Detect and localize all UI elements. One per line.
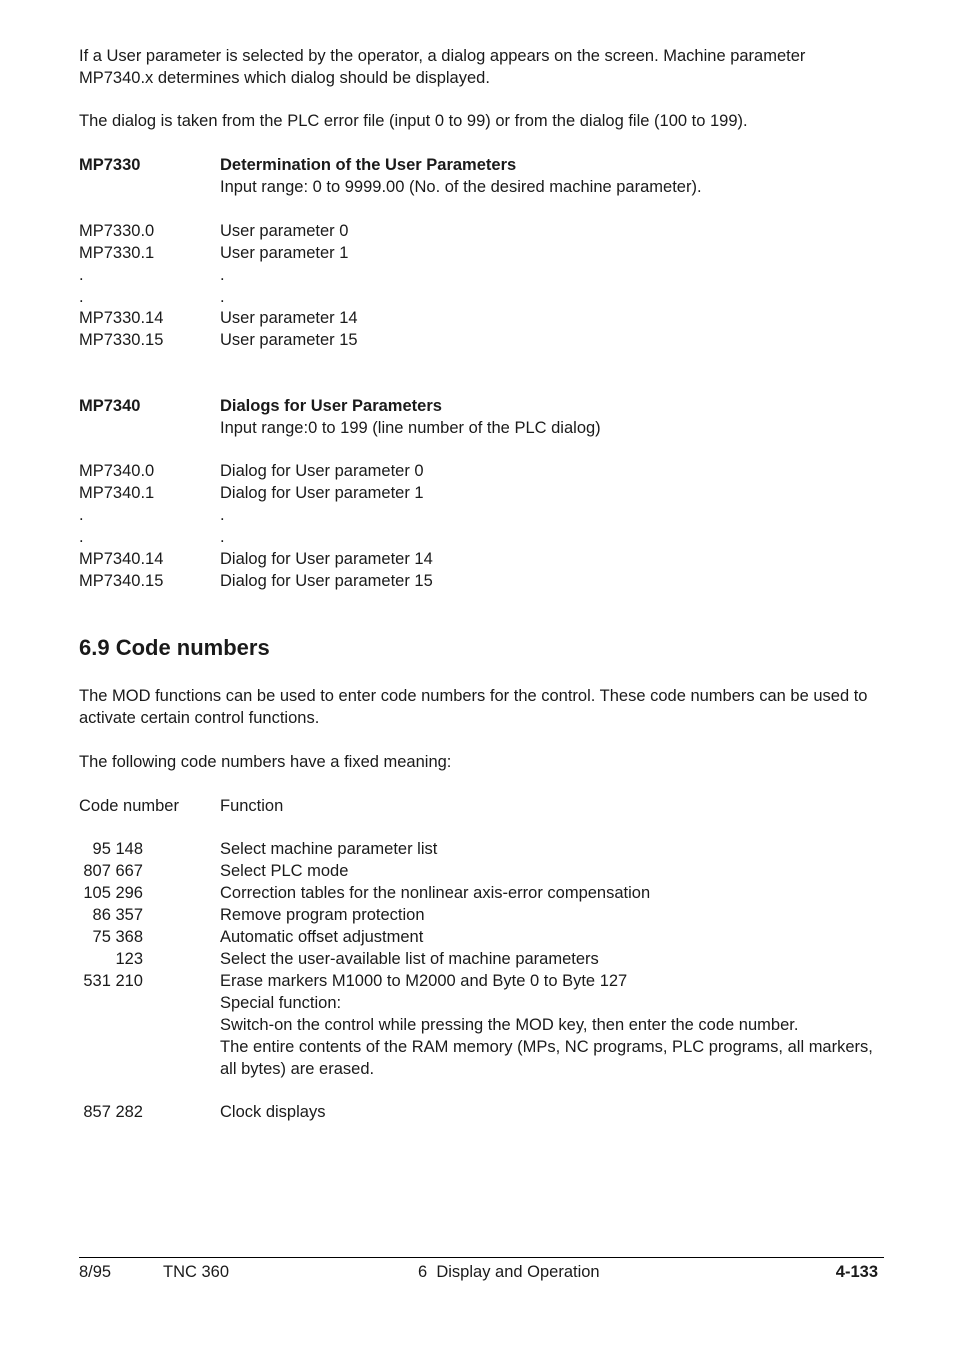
code-function: Select the user-available list of machine parameters — [220, 950, 599, 968]
section-paragraph-1: The MOD functions can be used to enter code numbers for the control. These code numbers can be used to activate certain control functions. — [79, 687, 873, 727]
param-description: User parameter 0 — [220, 222, 349, 240]
footer-product: TNC 360 — [163, 1263, 230, 1281]
param-name: MP7340.15 — [79, 572, 164, 590]
code-number: 75 368 — [92, 928, 143, 946]
param-name: MP7340.0 — [79, 462, 155, 480]
code-function: Remove program protection — [220, 906, 425, 924]
param-name: . — [79, 506, 84, 524]
code-function: Clock displays — [220, 1103, 326, 1121]
param-description: Dialog for User parameter 1 — [220, 484, 424, 502]
code-function: Select machine parameter list — [220, 840, 438, 858]
intro-paragraph-2: The dialog is taken from the PLC error file (input 0 to 99) or from the dialog file (100 to 199). — [79, 112, 748, 130]
param-description: . — [220, 528, 225, 546]
mp7340-range: Input range:0 to 199 (line number of the PLC dialog) — [220, 419, 601, 437]
param-description: Dialog for User parameter 15 — [220, 572, 433, 590]
code-number: 857 282 — [83, 1103, 143, 1121]
code-number: 86 357 — [92, 906, 143, 924]
param-name: MP7330.1 — [79, 244, 155, 262]
param-name: MP7330.14 — [79, 309, 164, 327]
param-name: . — [79, 528, 84, 546]
param-name: . — [79, 288, 84, 306]
footer-chapter: 6 Display and Operation — [418, 1263, 600, 1281]
code-number: 105 296 — [83, 884, 143, 902]
param-description: Dialog for User parameter 14 — [220, 550, 433, 568]
footer-divider — [79, 1257, 884, 1258]
section-heading: 6.9 Code numbers — [79, 635, 270, 660]
param-description: . — [220, 506, 225, 524]
footer-date: 8/95 — [79, 1263, 112, 1281]
mp7340-title: Dialogs for User Parameters — [220, 397, 442, 415]
param-name: MP7340.14 — [79, 550, 164, 568]
mp7330-range: Input range: 0 to 9999.00 (No. of the desired machine parameter). — [220, 178, 702, 196]
section-paragraph-2: The following code numbers have a fixed meaning: — [79, 753, 452, 771]
param-name: MP7330.15 — [79, 331, 164, 349]
param-name: MP7340.1 — [79, 484, 155, 502]
param-description: . — [220, 266, 225, 284]
param-description: . — [220, 288, 225, 306]
param-name: MP7330.0 — [79, 222, 155, 240]
column-header-code: Code number — [79, 797, 179, 815]
code-function: Erase markers M1000 to M2000 and Byte 0 to Byte 127 Special function: Switch-on the control while pressing the MOD key, then enter the code number. The entire contents of the RAM memory (MPs, NC programs, PLC programs, all markers, all bytes) are erased. — [220, 972, 873, 1078]
param-name: . — [79, 266, 84, 284]
param-description: User parameter 1 — [220, 244, 349, 262]
code-function: Correction tables for the nonlinear axis-error compensation — [220, 884, 651, 902]
code-number: 531 210 — [83, 972, 143, 990]
mp7330-title: Determination of the User Parameters — [220, 156, 517, 174]
intro-paragraph-1: If a User parameter is selected by the operator, a dialog appears on the screen. Machine parameter MP7340.x determines which dialog should be displayed. — [79, 47, 810, 87]
code-function: Select PLC mode — [220, 862, 349, 880]
param-description: User parameter 15 — [220, 331, 358, 349]
mp7330-id: MP7330 — [79, 156, 141, 174]
page-number: 4-133 — [835, 1263, 878, 1281]
code-function: Automatic offset adjustment — [220, 928, 424, 946]
mp7340-id: MP7340 — [79, 397, 141, 415]
code-number: 123 — [115, 950, 143, 968]
column-header-function: Function — [220, 797, 284, 815]
param-description: Dialog for User parameter 0 — [220, 462, 424, 480]
param-description: User parameter 14 — [220, 309, 358, 327]
code-number: 807 667 — [83, 862, 143, 880]
code-number: 95 148 — [92, 840, 143, 858]
